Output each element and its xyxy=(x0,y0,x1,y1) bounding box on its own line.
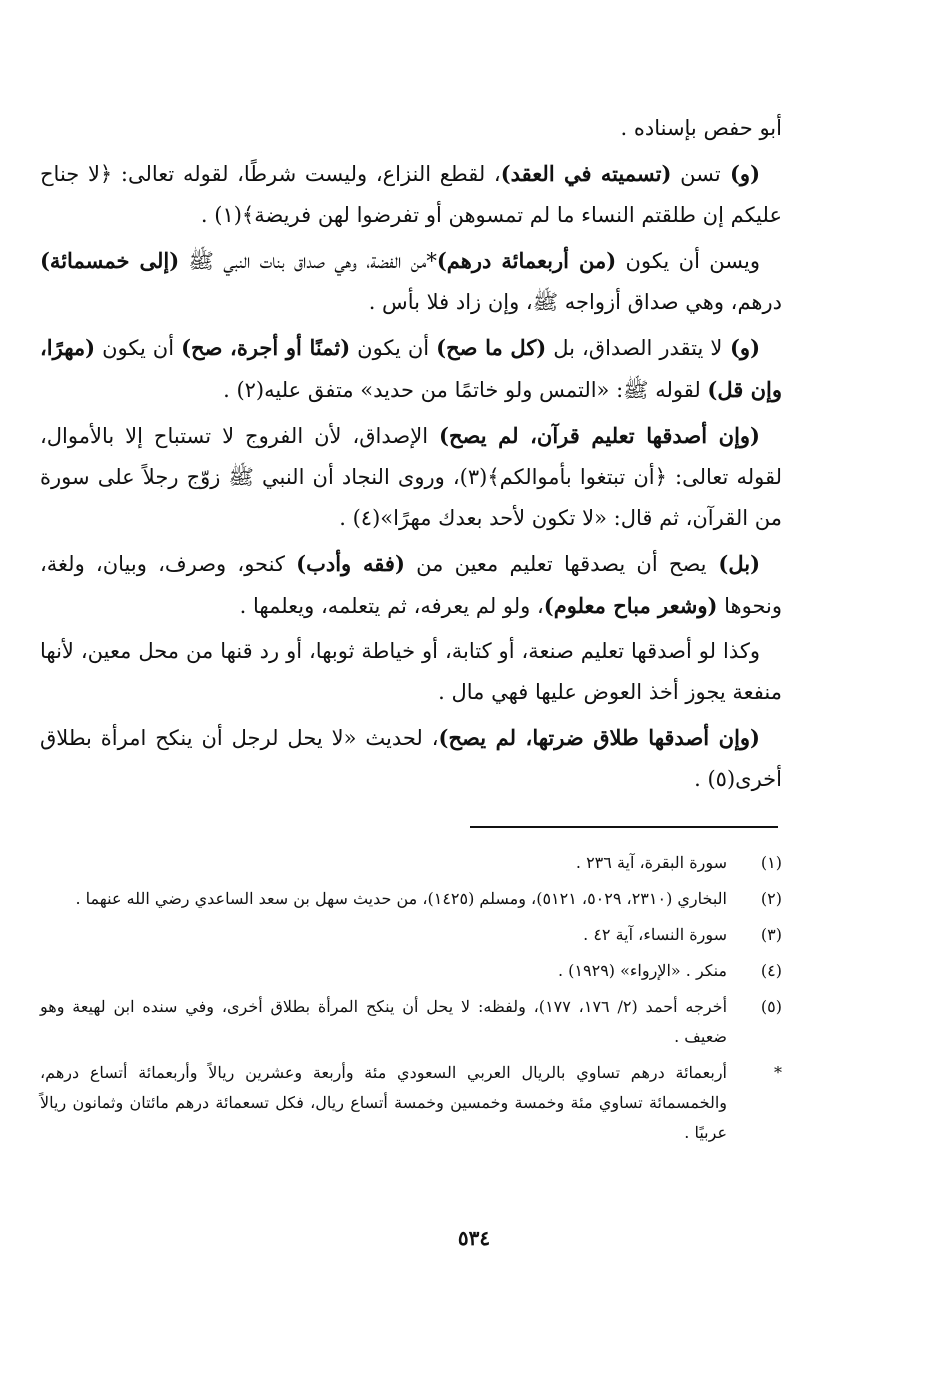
footnote-number: (٣) xyxy=(760,925,782,944)
body-text: يصح أن يصدقها تعليم معين من xyxy=(404,552,707,576)
paragraph xyxy=(40,631,782,713)
body-text: لا يتقدر الصداق، بل xyxy=(546,336,723,360)
paragraph xyxy=(40,108,782,149)
footnote xyxy=(40,920,782,950)
bold-matn-text: (فقه وأدب) xyxy=(296,551,405,576)
paragraph xyxy=(40,153,782,236)
body-text: كنحو، وصرف، وبيان، ولغة، ونحوها xyxy=(40,552,782,618)
bold-matn-text: (و) xyxy=(722,335,760,360)
bold-matn-text: (ثمنًا أو أجرة، صح) xyxy=(181,335,351,360)
paragraph xyxy=(40,415,782,539)
paragraph xyxy=(40,240,782,323)
main-text xyxy=(40,108,782,804)
footnote-number: (٢) xyxy=(760,889,782,908)
paragraph xyxy=(40,717,782,800)
bold-matn-text: (بل) xyxy=(706,551,761,576)
bold-matn-text: (تسميته في العقد) xyxy=(500,161,672,186)
body-text: أبو حفص بإسناده . xyxy=(620,116,782,140)
footnote-number: (٥) xyxy=(760,997,782,1016)
footnote xyxy=(40,956,782,986)
bold-matn-text: (و) xyxy=(720,161,761,186)
body-text: ويسن أن يكون xyxy=(616,249,761,273)
footnote xyxy=(40,1058,782,1148)
footnote-text: منكر . «الإرواء» (١٩٢٩) . xyxy=(557,961,727,980)
footnote-separator xyxy=(470,826,778,828)
footnotes xyxy=(40,848,782,1154)
footnote-text: أربعمائة درهم تساوي بالريال العربي السعودي مئة وأربعة وعشرين ريالاً وأربعمائة أتساع درهم، والخمسمائة تساوي مئة وخمسة وخمسين وخمسة أتساع ريال، فكل تسعمائة درهم مائتان وثمانون ريالاً عربيًا . xyxy=(40,1063,727,1142)
body-text: أن يكون xyxy=(350,336,437,360)
paragraph xyxy=(40,543,782,627)
bold-matn-text: (كل ما صح) xyxy=(436,335,547,360)
footnote-number: (١) xyxy=(760,853,782,872)
bold-matn-text: (وإن أصدقها طلاق ضرتها، لم يصح) xyxy=(438,725,760,750)
footnote xyxy=(40,992,782,1052)
body-text: ، ولو لم يعرفه، ثم يتعلمه، ويعلمها . xyxy=(239,594,544,618)
body-text: *من الفضة، وهي صداق بنات النبي ﷺ xyxy=(179,249,437,273)
body-text: أن يكون xyxy=(95,336,182,360)
body-text: درهم، وهي صداق أزواجه ﷺ، وإن زاد فلا بأس . xyxy=(368,290,782,314)
body-text: تسن xyxy=(671,162,721,186)
footnote-text: أخرجه أحمد (٢/ ١٧٦، ١٧٧)، ولفظه: لا يحل أن ينكح المرأة بطلاق أخرى، وفي سنده ابن لهيعة وهو ضعيف . xyxy=(40,997,728,1046)
bold-matn-text: (مهرًا، وإن قل) xyxy=(40,335,782,402)
footnote-text: سورة النساء، آية ٤٢ . xyxy=(583,925,727,944)
body-text: وكذا لو أصدقها تعليم صنعة، أو كتابة، أو خياطة ثوبها، أو رد قنها من محل معين، لأنها منفعة يجوز أخذ العوض عليها فهي مال . xyxy=(40,639,782,704)
body-text: ، لحديث «لا يحل لرجل أن ينكح امرأة بطلاق أخرى(٥) . xyxy=(40,726,782,791)
bold-matn-text: (وشعر مباح معلوم) xyxy=(543,593,718,618)
body-text: لقوله ﷺ: «التمس ولو خاتمًا من حديد» متفق عليه(٢) . xyxy=(223,378,708,402)
footnote xyxy=(40,884,782,914)
footnote xyxy=(40,848,782,878)
body-text: الإصداق، لأن الفروج لا تستباح إلا بالأموال، لقوله تعالى: ﴿أن تبتغوا بأموالكم﴾(٣)، وروى النجاد أن النبي ﷺ زوّج رجلاً على سورة من القرآن، ثم قال: «لا تكون لأحد بعدك مهرًا»(٤) . xyxy=(40,424,782,530)
footnote-number: (٤) xyxy=(760,961,782,980)
page-number: ٥٣٤ xyxy=(457,1226,491,1250)
footnote-number: * xyxy=(774,1063,782,1082)
bold-matn-text: (وإن أصدقها تعليم قرآن، لم يصح) xyxy=(439,423,760,448)
paragraph xyxy=(40,327,782,411)
bold-matn-text: (من أربعمائة درهم) xyxy=(436,248,617,273)
body-text: ، لقطع النزاع، وليست شرطًا، لقوله تعالى: ﴿لا جناح عليكم إن طلقتم النساء ما لم تمسوهن أو تفرضوا لهن فريضة﴾(١) . xyxy=(40,162,782,227)
bold-matn-text: (إلى خمسمائة) xyxy=(40,248,180,273)
footnote-text: سورة البقرة، آية ٢٣٦ . xyxy=(575,853,727,872)
footnote-text: البخاري (٢٣١٠، ٥٠٢٩، ٥١٢١)، ومسلم (١٤٢٥)، من حديث سهل بن سعد الساعدي رضي الله عنهما . xyxy=(75,889,727,908)
